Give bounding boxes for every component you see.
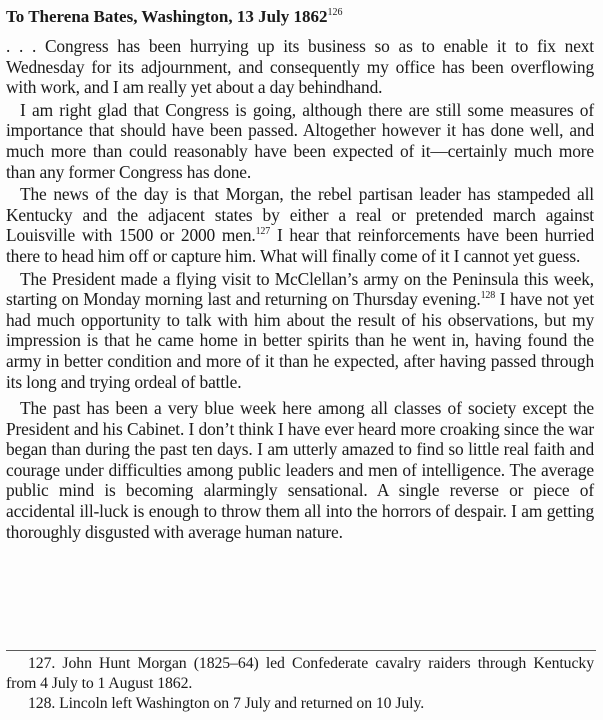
- footnotes: [6, 654, 594, 714]
- paragraph-4: [6, 269, 594, 393]
- heading-footnote-ref: 126: [327, 7, 343, 18]
- letter-heading-text: To Therena Bates, Washington, 13 July 1862: [6, 7, 328, 26]
- paragraph-3-text-a: The news of the day is that Morgan, the rebel partisan leader has stampeded all Kentucky and the adjacent states by either a real or pretended march against Louisville with 1500 or 2000 men.: [6, 184, 594, 246]
- footnote-divider: [6, 650, 596, 651]
- paragraph-3-text-b: I hear that reinforcements have been hurried there to head him off or capture him. What will finally come of it I cannot yet guess.: [6, 225, 594, 266]
- footnote-128: 128. Lincoln left Washington on 7 July and returned on 10 July.: [28, 695, 425, 712]
- letter-heading: [6, 6, 343, 28]
- paragraph-1-text: . . . Congress has been hurrying up its business so as to enable it to fix next Wednesday for its adjournment, and consequently my office has been overflowing with work, and I am really yet about a day behindhand.: [6, 36, 594, 98]
- paragraph-1: [6, 36, 594, 98]
- paragraph-4-text-b: I have not yet had much opportunity to talk with him about the result of his observations, but my impression is that he came home in better spirits than he went in, having found the army in better condition and more of it than he expected, after having passed through its long and trying ordeal of battle.: [6, 289, 595, 392]
- letter-body: [6, 36, 594, 544]
- footnote-ref-127: 127: [255, 226, 271, 238]
- footnote-ref-128: 128: [480, 290, 496, 302]
- paragraph-2-text: I am right glad that Congress is going, although there are still some measures of importance that should have been passed. Altogether however it has done well, and much more than could reasonably have been expected of it—certainly much more than any former Congress has done.: [6, 99, 594, 182]
- paragraph-5: [6, 398, 594, 542]
- paragraph-2: [6, 100, 594, 182]
- footnote-127: 127. John Hunt Morgan (1825–64) led Confederate cavalry raiders through Kentucky from 4 July to 1 August 1862.: [6, 655, 594, 692]
- paragraph-5-text: The past has been a very blue week here among all classes of society except the President and his Cabinet. I don’t think I have ever heard more croaking since the war began than during the past ten days. I am utterly amazed to find so little real faith and courage under difficulties among public leaders and men of intelligence. The average public mind is becoming alarmingly sensational. A single reverse or piece of accidental ill-luck is enough to throw them all into the horrors of despair. I am getting thoroughly disgusted with average human nature.: [6, 398, 594, 542]
- paragraph-4-text-a: The President made a flying visit to McClellan’s army on the Peninsula this week, starting on Monday morning last and returning on Thursday evening.: [6, 268, 594, 310]
- paragraph-3: [6, 184, 594, 266]
